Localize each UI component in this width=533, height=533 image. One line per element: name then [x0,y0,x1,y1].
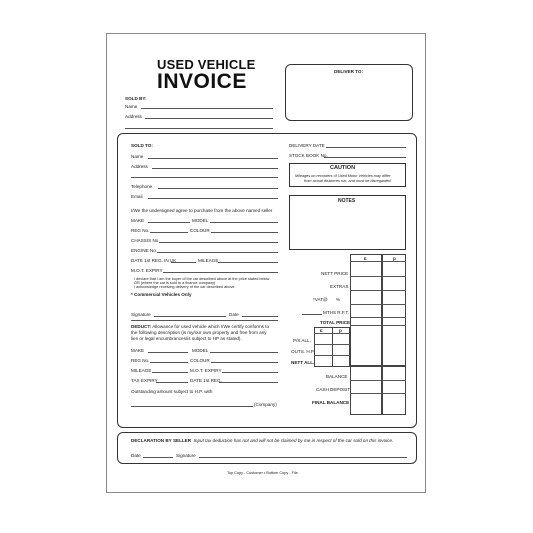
delivery-date-line[interactable] [326,147,406,148]
deduct-make-label: MAKE [131,348,145,353]
caution-heading: CAUTION [330,165,356,171]
balance-table-pounds-col [350,366,382,415]
sold-by-address-label: Address [125,114,142,119]
deduct-tax-label: TAX EXPIRY [131,378,158,383]
deduct-colour-label: COLOUR [190,358,210,363]
sold-by-heading: SOLD BY: [125,96,147,101]
sold-by-address-line-2[interactable] [125,128,273,129]
deliver-to-heading: DELIVER TO: [334,69,364,74]
price-header-sep [350,261,406,262]
model-label: MODEL [192,218,209,223]
sold-by-name-line[interactable] [141,108,273,109]
invoice-sheet [106,33,426,493]
declare-line-2: OR (where the car is sold to a finance company) [134,281,216,285]
declaration-date-line[interactable] [143,457,173,458]
nett-price-label: NETT PRICE [321,271,349,276]
make-line[interactable] [148,222,190,223]
sold-to-address-label: Address [131,164,148,169]
main-section-box [117,133,417,428]
px-all-row[interactable] [314,344,350,345]
mths-line[interactable] [302,314,322,315]
engine-label: ENGINE No. [131,248,158,253]
footer-copy-note: Top Copy - Customer • Bottom Copy - File [227,471,298,475]
agree-text: I/We the undersigned agree to purchase from the above named seller [131,208,273,213]
deduct-date-reg-label: DATE 1st REG. [190,378,222,383]
signature-line[interactable] [154,316,226,317]
deduct-mileage-label: MILEAGE [131,368,152,373]
declare-line-3: I acknowledge receiving delivery of the car described above. [134,285,236,289]
title-used-vehicle: USED VEHICLE [157,57,256,72]
px-all-label: P/X ALL. [293,338,311,343]
sold-to-telephone-line[interactable] [158,188,278,189]
caution-box [289,163,406,187]
price-table-pence-col [382,254,406,366]
signature-label: Signature [131,312,151,317]
total-price-label: TOTAL PRICE [320,320,351,325]
deduct-make-line[interactable] [148,352,188,353]
sold-to-name-label: Name [131,154,144,159]
outs-hp-label: OUTS. H.P. [291,349,315,354]
delivery-date-label: DELIVERY DATE [289,143,325,148]
chassis-label: CHASSIS No. [131,238,160,243]
notes-box[interactable] [289,195,406,250]
deduct-colour-line[interactable] [211,362,278,363]
vat-row[interactable] [350,304,406,305]
model-line[interactable] [210,222,278,223]
price-pound-header: £ [364,256,367,261]
nett-price-row[interactable] [350,276,406,277]
declaration-text: Input tax deduction has not and will not be claimed by me in respect of the car sold on this invoice. [193,438,394,443]
deduct-line-3: lien or legal encumbrances/is subject to HP as stated). [131,336,242,341]
balance-table-pence-col [382,366,406,415]
sold-by-name-label: Name [125,104,138,109]
allowance-pound-header: £ [320,328,323,333]
caution-line-2: from actual distances run, and must be disregarded. [304,179,392,183]
mths-rft-label: MTHS R.F.T. [323,310,350,315]
cash-deposit-row[interactable] [350,393,406,394]
mileage-line[interactable] [218,262,278,263]
final-balance-label: FINAL BALANCE [312,400,350,405]
deduct-date-reg-line[interactable] [219,382,278,383]
reg-no-label: REG No. [131,228,150,233]
stock-book-line[interactable] [324,157,406,158]
stock-book-label: STOCK BOOK No. [289,153,328,158]
extras-row[interactable] [350,290,406,291]
mths-row[interactable] [350,317,406,318]
sold-by-address-line-1[interactable] [145,118,273,119]
date-label: Date [229,312,239,317]
outstanding-label: Outstanding amount subject to H.P. with [131,389,213,394]
colour-line[interactable] [211,232,278,233]
company-label: (Company) [254,402,277,407]
deduct-mot-label: M.O.T. EXPIRY [190,368,222,373]
sold-to-name-line[interactable] [148,158,278,159]
cash-deposit-label: CASH DEPOSIT [316,387,351,392]
declaration-box [117,432,417,464]
deliver-to-box[interactable] [285,64,413,121]
sold-to-address-line-1[interactable] [152,168,278,169]
mileage-label: MILEAGE [198,258,219,263]
price-pence-header: p [393,256,396,261]
commercial-note: * Commercial Vehicles Only [131,292,192,297]
date-line[interactable] [242,316,278,317]
sold-to-address-line-2[interactable] [131,177,278,178]
nett-all-label: NETT ALL. [291,360,315,365]
date-reg-line[interactable] [171,262,196,263]
declaration-signature-label: Signature [176,453,196,458]
deduct-tax-line[interactable] [156,382,188,383]
deduct-reg-no-line[interactable] [150,362,188,363]
mot-line[interactable] [163,272,278,273]
date-reg-label: DATE 1st REG. IN UK [131,258,177,263]
sold-to-heading: SOLD TO: [131,143,153,148]
allowance-header-sep [314,333,350,334]
notes-heading: NOTES [338,198,356,204]
deduct-model-label: MODEL [192,348,209,353]
sold-to-telephone-label: Telephone [131,184,153,189]
outstanding-line[interactable] [131,406,253,407]
sold-to-email-line[interactable] [148,198,278,199]
mot-label: M.O.T. EXPIRY [131,268,163,273]
deduct-line-1: Allowance for used vehicle which I/We certify conforms to [152,324,270,329]
outs-hp-row[interactable] [314,355,350,356]
vat-percent-label: % [336,297,341,302]
deduct-model-line[interactable] [210,352,278,353]
deduct-mileage-line[interactable] [152,372,188,373]
declaration-heading: DECLARATION BY SELLER [131,438,192,443]
make-label: MAKE [131,218,145,223]
declare-line-1: I declare that I am the buyer of the car described above at the price stated below [134,277,270,281]
section-separator [131,320,278,321]
chassis-line[interactable] [159,242,278,243]
sold-to-email-label: Email [131,194,143,199]
declaration-date-label: Date [131,453,141,458]
balance-row[interactable] [350,380,406,381]
deduct-label: DEDUCT: [131,324,152,329]
extras-label: EXTRAS [330,284,349,289]
deduct-mot-line[interactable] [222,372,278,373]
engine-line[interactable] [157,252,278,253]
deduct-reg-no-label: REG No. [131,358,150,363]
allowance-pence-header: p [339,328,342,333]
reg-no-line[interactable] [150,232,188,233]
total-price-row[interactable] [350,325,406,326]
colour-label: COLOUR [190,228,210,233]
price-table-pounds-col [350,254,382,366]
title-invoice: INVOICE [157,70,247,93]
deduct-line-2: the following description (is my/our own property and free from any [131,330,267,335]
vat-label: *VAT@ [313,297,328,302]
declaration-signature-line[interactable] [199,457,407,458]
caution-line-1: Mileages on recorders of Used Motor Vehicles may differ [295,174,391,178]
balance-label: BALANCE [326,374,348,379]
